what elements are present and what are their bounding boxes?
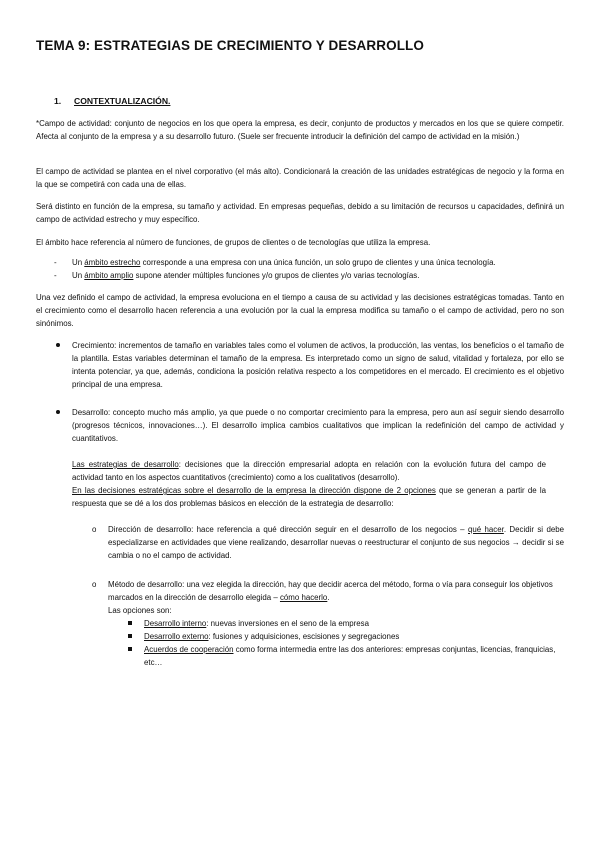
paragraph-evolucion: Una vez definido el campo de actividad, la empresa evoluciona en el tiempo a causa de su actividad y las decisiones estratégicas tomadas. Tanto en el crecimiento como el desarrollo hacen referencia a una evolución por la cual la empresa modifica su tamaño o el campo de actividad, pero no son sinónimos. bbox=[36, 293, 564, 328]
dash-pre: Un bbox=[72, 271, 85, 280]
sub-direccion-rest: . Decidir si debe especializarse en actividades que viene realizando, desarrollar nuevas o reestructurar el conjunto de sus negocios → decidir si se cambia o no el campo de actividad. bbox=[108, 525, 564, 560]
sub-marker: o bbox=[92, 525, 97, 534]
section-label: CONTEXTUALIZACIÓN. bbox=[74, 96, 171, 106]
option-term: Desarrollo externo bbox=[144, 632, 209, 641]
sub-item-direccion bbox=[92, 523, 564, 562]
dash-term: ámbito estrecho bbox=[84, 258, 141, 267]
option-term: Acuerdos de cooperación bbox=[144, 645, 234, 654]
bullet-dot-icon bbox=[56, 343, 60, 347]
bullet-crecimiento bbox=[72, 339, 564, 391]
sub-metodo-text bbox=[108, 578, 564, 617]
option-item bbox=[144, 643, 564, 669]
paragraph-estrategias bbox=[72, 458, 546, 510]
option-desc: como forma intermedia entre las dos anteriores: empresas conjuntas, licencias, franquicias, etc… bbox=[144, 645, 556, 667]
estrategias-term: Las estrategias de desarrollo bbox=[72, 460, 179, 469]
option-desc: : fusiones y adquisiciones, escisiones y segregaciones bbox=[208, 632, 400, 641]
dash-term: ámbito amplio bbox=[84, 271, 134, 280]
square-bullet-icon bbox=[128, 621, 132, 625]
paragraph-nivel-corporativo: El campo de actividad se plantea en el nivel corporativo (el más alto). Condicionará la creación de las unidades estratégicas de negocio y la forma en la que se competirá con cada una de ellas. bbox=[36, 167, 564, 189]
dash-post: supone atender múltiples funciones y/o grupos de clientes y/o varias tecnologías. bbox=[133, 271, 420, 280]
option-desc: : nuevas inversiones en el seno de la empresa bbox=[206, 619, 370, 628]
dash-marker: - bbox=[54, 258, 57, 267]
estrategias-rest: que se generan a partir de la respuesta que se dé a los dos problemas básicos en elección de la estrategia de desarrollo: bbox=[72, 486, 546, 508]
sub-metodo-intro: Método de desarrollo: una vez elegida la dirección, hay que decidir acerca del método, forma o vía para conseguir los objetivos marcados en la dirección de desarrollo elegida – bbox=[108, 580, 553, 602]
bullet-desarrollo-text: Desarrollo: concepto mucho más amplio, ya que puede o no comportar crecimiento para la empresa, pero aun así seguir siendo desarrollo (progresos técnicos, innovaciones…). El desarrollo implica cambios cualitativos que implican la redefinición del campo de actividad y cuantitativos. bbox=[72, 408, 564, 443]
dash-marker: - bbox=[54, 271, 57, 280]
sub-direccion-text bbox=[108, 523, 564, 562]
sub-item-metodo bbox=[92, 578, 564, 617]
square-bullet-icon bbox=[128, 647, 132, 651]
section-number: 1. bbox=[54, 96, 62, 106]
option-term: Desarrollo interno bbox=[144, 619, 207, 628]
bullet-crecimiento-text: Crecimiento: incrementos de tamaño en variables tales como el volumen de activos, la producción, las ventas, los beneficios o el tamaño de la plantilla. Estas variables determinan el tamaño de la empresa. Es interpretado como un signo de salud, vitalidad y fortaleza, por ello se intenta potenciar, ya que, además, condiciona la posición relativa respecto a los competidores en el mercado. El crecimiento es el objetivo principal de una empresa. bbox=[72, 341, 564, 389]
dash-post: corresponde a una empresa con una única función, un solo grupo de clientes y una única tecnología. bbox=[140, 258, 496, 267]
estrategias-def: : decisiones que la dirección empresarial adopta en relación con la evolución futura del campo de actividad tanto en los aspectos cuantitativos (crecimiento) como a los cualitativos (desarrollo). bbox=[72, 460, 546, 482]
estrategias-opciones: En las decisiones estratégicas sobre el desarrollo de la empresa la dirección dispone de 2 opciones bbox=[72, 486, 436, 495]
option-item bbox=[144, 630, 564, 643]
option-item bbox=[144, 617, 564, 630]
page-title: TEMA 9: ESTRATEGIAS DE CRECIMIENTO Y DESARROLLO bbox=[36, 38, 424, 53]
section-heading bbox=[54, 96, 170, 106]
paragraph-funcion-empresa: Será distinto en función de la empresa, su tamaño y actividad. En empresas pequeñas, debido a su limitación de recursos u capacidades, definirá un campo de actividad estrecho y muy específico. bbox=[36, 202, 564, 224]
dash-pre: Un bbox=[72, 258, 85, 267]
bullet-dot-icon bbox=[56, 410, 60, 414]
square-bullet-icon bbox=[128, 634, 132, 638]
que-hacer-term: qué hacer bbox=[467, 525, 504, 534]
sub-direccion-intro: Dirección de desarrollo: hace referencia a qué dirección seguir en el desarrollo de los negocios – bbox=[108, 525, 468, 534]
options-label: Las opciones son: bbox=[108, 606, 172, 615]
bullet-desarrollo bbox=[72, 406, 564, 445]
sub-marker: o bbox=[92, 580, 97, 589]
paragraph-ambito: El ámbito hace referencia al número de funciones, de grupos de clientes o de tecnologías que utiliza la empresa. bbox=[36, 238, 431, 247]
sub-metodo-rest: . bbox=[327, 593, 330, 602]
como-hacerlo-term: cómo hacerlo bbox=[279, 593, 328, 602]
paragraph-campo-actividad: *Campo de actividad: conjunto de negocios en los que opera la empresa, es decir, conjunto de productos y mercados en los que se quiere competir. Afecta al conjunto de la empresa y a su desarrollo futuro. (Suele ser frecuente introducir la definición del campo de actividad en la misión.) bbox=[36, 119, 564, 141]
